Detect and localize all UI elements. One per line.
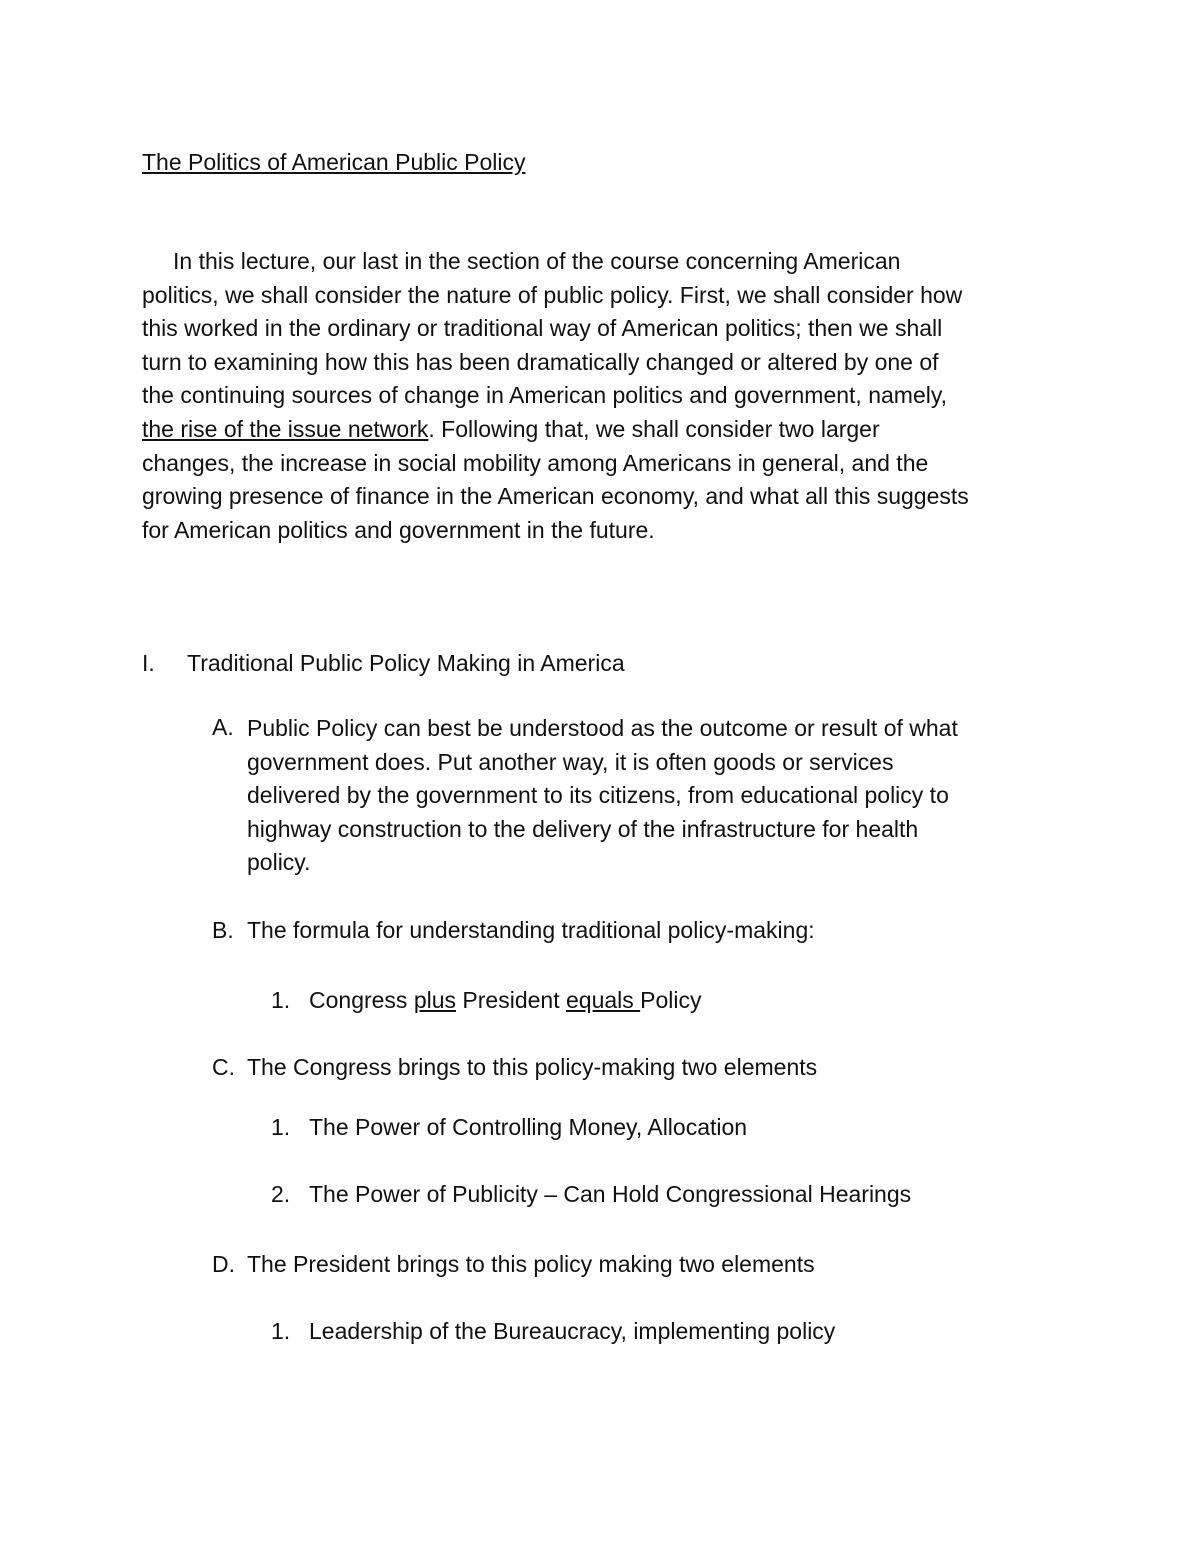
item-text-line: delivered by the government to its citizens, from educational policy to	[247, 782, 949, 809]
formula-plus: plus	[413, 987, 457, 1013]
item-text-line: Public Policy can best be understood as the outcome or result of what	[247, 715, 958, 741]
formula-equals: equals	[565, 987, 641, 1013]
intro-line: politics, we shall consider the nature of public policy. First, we shall consider how	[142, 281, 963, 308]
document-title: The Politics of American Public Policy	[142, 149, 526, 175]
item-number: 1.	[271, 987, 291, 1013]
item-text: Leadership of the Bureaucracy, implementing policy	[309, 1318, 836, 1344]
item-text-line: government does. Put another way, it is often goods or services	[247, 748, 894, 775]
formula-part: President	[456, 987, 566, 1013]
item-letter: B.	[212, 917, 234, 943]
item-number: 2.	[271, 1181, 291, 1207]
issue-network-underlined: the rise of the issue network	[142, 415, 429, 442]
intro-line: this worked in the ordinary or traditional way of American politics; then we shall	[142, 315, 943, 342]
item-letter: A.	[212, 714, 234, 740]
item-text	[309, 985, 702, 1015]
item-text: The Power of Publicity – Can Hold Congressional Hearings	[309, 1181, 912, 1207]
item-text-line: policy.	[247, 849, 311, 876]
intro-line	[142, 413, 1062, 447]
intro-line: turn to examining how this has been dramatically changed or altered by one of	[142, 348, 939, 375]
intro-line: for American politics and government in the future.	[142, 516, 655, 543]
item-text	[247, 712, 1047, 880]
section-heading-text: Traditional Public Policy Making in America	[187, 650, 625, 676]
item-number: 1.	[271, 1318, 291, 1344]
item-text: The Congress brings to this policy-making two elements	[247, 1054, 818, 1080]
intro-line: the continuing sources of change in American politics and government, namely,	[142, 382, 948, 409]
roman-numeral: I.	[142, 650, 155, 676]
item-number: 1.	[271, 1114, 291, 1140]
intro-line: In this lecture, our last in the section of the course concerning American	[173, 248, 901, 274]
item-text-line: highway construction to the delivery of the infrastructure for health	[247, 815, 919, 842]
item-letter: C.	[212, 1054, 235, 1080]
item-text: The President brings to this policy making two elements	[247, 1251, 815, 1277]
formula-part: Congress	[309, 987, 414, 1013]
intro-line-rest: . Following that, we shall consider two larger	[428, 415, 880, 442]
intro-paragraph	[142, 245, 1062, 547]
item-text: The formula for understanding traditional policy-making:	[247, 917, 815, 943]
intro-line: changes, the increase in social mobility among Americans in general, and the	[142, 449, 929, 476]
item-text: The Power of Controlling Money, Allocation	[309, 1114, 748, 1140]
formula-part: Policy	[640, 987, 702, 1013]
intro-line: growing presence of finance in the American economy, and what all this suggests	[142, 483, 969, 510]
item-letter: D.	[212, 1251, 235, 1277]
